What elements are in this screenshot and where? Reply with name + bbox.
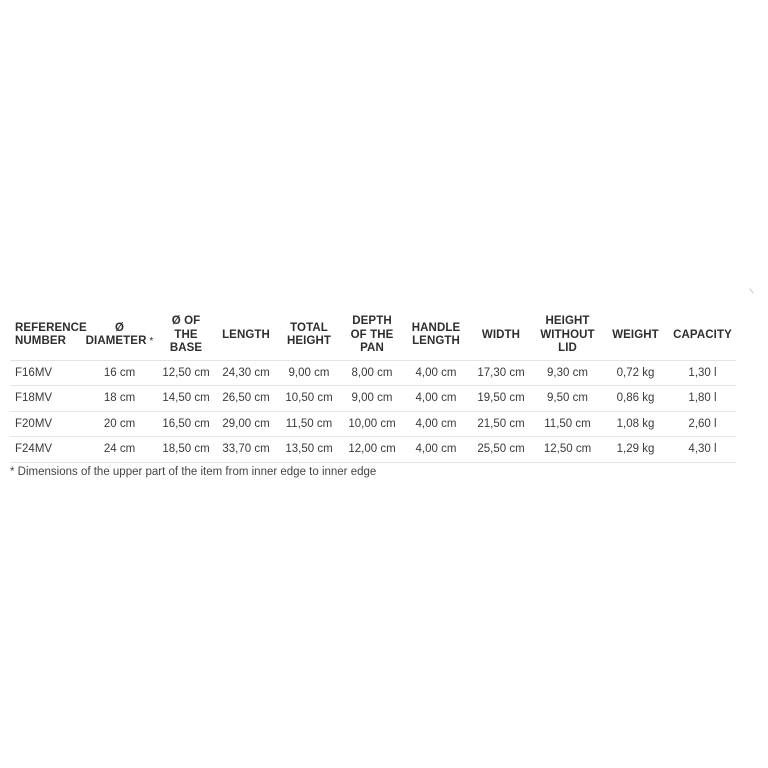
table-cell: 1,80 l xyxy=(669,386,736,412)
column-header xyxy=(341,313,403,360)
table-header xyxy=(10,313,736,360)
column-header-line: HANDLE xyxy=(411,321,461,334)
column-header-line: REFERENCE xyxy=(15,321,87,334)
column-header xyxy=(277,313,341,360)
column-header xyxy=(533,313,602,360)
column-header-line: WITHOUT xyxy=(540,328,595,341)
table-cell: 8,00 cm xyxy=(341,360,403,386)
column-header xyxy=(669,313,736,360)
column-header xyxy=(157,313,215,360)
column-header xyxy=(469,313,533,360)
column-header-line: TOTAL xyxy=(290,321,328,334)
table-cell: 19,50 cm xyxy=(469,386,533,412)
table-cell: 12,50 cm xyxy=(157,360,215,386)
column-header-line: DIAMETER xyxy=(85,335,147,348)
table-cell: 26,50 cm xyxy=(215,386,277,412)
table-cell: 4,00 cm xyxy=(403,360,469,386)
reference-number-cell: F18MV xyxy=(10,386,82,412)
column-header-line: LENGTH xyxy=(222,328,270,341)
column-header-line: Ø xyxy=(114,321,125,334)
table-cell: 24 cm xyxy=(82,437,157,463)
table-cell: 1,29 kg xyxy=(602,437,669,463)
spec-table-container xyxy=(10,313,736,478)
table-row xyxy=(10,437,736,463)
column-header-line: LID xyxy=(558,342,577,354)
table-cell: 13,50 cm xyxy=(277,437,341,463)
column-header-line: Ø OF xyxy=(171,315,201,327)
table-cell: 18 cm xyxy=(82,386,157,412)
column-header-line: DEPTH xyxy=(352,315,392,327)
footnote: * Dimensions of the upper part of the item from inner edge to inner edge xyxy=(10,465,377,478)
column-header xyxy=(215,313,277,360)
reference-number-cell: F16MV xyxy=(10,360,82,386)
column-header-line: WIDTH xyxy=(481,328,521,341)
corner-mark xyxy=(749,288,753,293)
table-cell: 4,30 l xyxy=(669,437,736,463)
table-cell: 9,00 cm xyxy=(341,386,403,412)
table-row xyxy=(10,360,736,386)
column-header xyxy=(602,313,669,360)
table-cell: 9,00 cm xyxy=(277,360,341,386)
header-row xyxy=(10,313,736,360)
table-cell: 29,00 cm xyxy=(215,411,277,437)
table-cell: 25,50 cm xyxy=(469,437,533,463)
footnote-marker: * xyxy=(146,336,154,348)
table-cell: 2,60 l xyxy=(669,411,736,437)
column-header xyxy=(10,313,87,360)
table-cell: 0,86 kg xyxy=(602,386,669,412)
table-cell: 0,72 kg xyxy=(602,360,669,386)
reference-number-cell: F20MV xyxy=(10,411,82,437)
table-cell: 1,08 kg xyxy=(602,411,669,437)
table-cell: 10,00 cm xyxy=(341,411,403,437)
column-header-line: NUMBER xyxy=(15,335,67,348)
table-cell: 17,30 cm xyxy=(469,360,533,386)
table-cell: 33,70 cm xyxy=(215,437,277,463)
table-cell: 16,50 cm xyxy=(157,411,215,437)
table-row xyxy=(10,411,736,437)
table-cell: 16 cm xyxy=(82,360,157,386)
column-header-line: HEIGHT xyxy=(545,315,590,327)
table-cell: 20 cm xyxy=(82,411,157,437)
table-cell: 12,50 cm xyxy=(533,437,602,463)
table-cell: 18,50 cm xyxy=(157,437,215,463)
table-cell: 24,30 cm xyxy=(215,360,277,386)
column-header xyxy=(403,313,469,360)
table-cell: 4,00 cm xyxy=(403,411,469,437)
column-header-line: LENGTH xyxy=(412,335,460,348)
column-header-line: BASE xyxy=(169,342,203,354)
table-cell: 9,50 cm xyxy=(533,386,602,412)
table-cell: 4,00 cm xyxy=(403,437,469,463)
table-cell: 12,00 cm xyxy=(341,437,403,463)
table-body xyxy=(10,360,736,462)
spec-table xyxy=(10,313,736,463)
table-cell: 14,50 cm xyxy=(157,386,215,412)
table-cell: 1,30 l xyxy=(669,360,736,386)
table-cell: 10,50 cm xyxy=(277,386,341,412)
column-header xyxy=(82,313,157,360)
table-cell: 11,50 cm xyxy=(533,411,602,437)
table-cell: 4,00 cm xyxy=(403,386,469,412)
column-header-line: CAPACITY xyxy=(673,328,732,341)
column-header-line: THE xyxy=(174,328,198,341)
table-cell: 9,30 cm xyxy=(533,360,602,386)
column-header-line: OF THE xyxy=(350,328,394,341)
table-row xyxy=(10,386,736,412)
column-header-line: WEIGHT xyxy=(612,328,659,341)
table-cell: 11,50 cm xyxy=(277,411,341,437)
column-header-line: HEIGHT xyxy=(286,335,332,348)
column-header-line: PAN xyxy=(360,342,384,354)
table-cell: 21,50 cm xyxy=(469,411,533,437)
reference-number-cell: F24MV xyxy=(10,437,82,463)
